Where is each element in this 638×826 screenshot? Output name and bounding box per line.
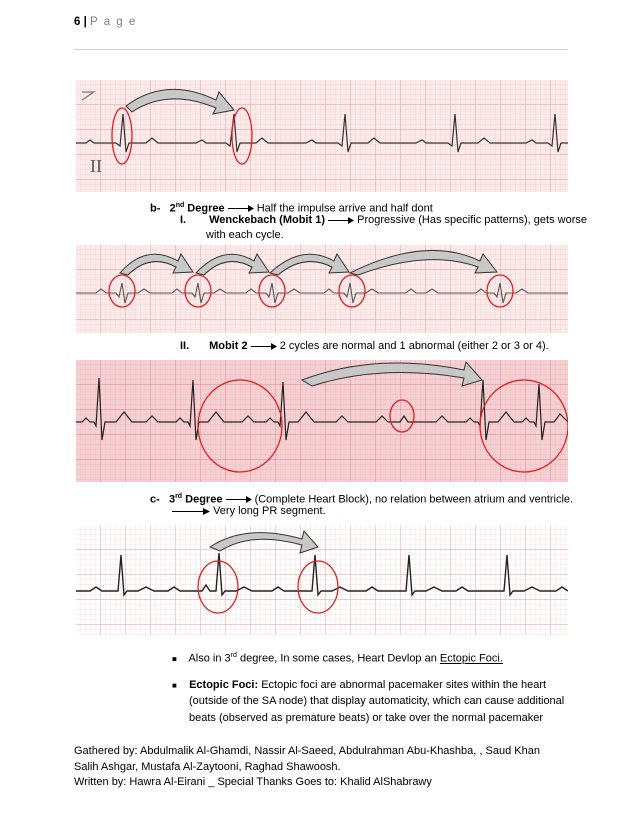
page-header: [74, 16, 137, 28]
bullet-square-icon: ■: [172, 654, 177, 664]
item-number: I.: [180, 214, 187, 226]
title-sup: rd: [175, 493, 183, 500]
bullet-item: [172, 677, 546, 695]
page-number: 6: [74, 16, 81, 28]
ectopic-foci-link: Ectopic Foci.: [439, 652, 503, 665]
arrow-right-icon: [328, 216, 354, 225]
header-separator: |: [83, 16, 87, 28]
footer-line: Salih Ashgar, Mustafa Al-Zaytooni, Raghad Shawoosh.: [74, 760, 341, 773]
item-1: [180, 213, 587, 228]
bullet-cont: (outside of the SA node) that display automaticity, which can cause additional: [189, 695, 565, 707]
section-desc: (Complete Heart Block), no relation between atrium and ventricle.: [254, 493, 574, 506]
item-title: Mobit 2: [209, 340, 248, 352]
item-desc: Progressive (Has specific patterns), gets worse: [357, 214, 587, 226]
ecg-strip-4: [76, 525, 568, 635]
item-desc: 2 cycles are normal and 1 abnormal (either 2 or 3 or 4).: [279, 340, 549, 352]
section-desc: Half the impulse arrive and half dont: [256, 202, 433, 215]
section-marker: b-: [150, 202, 161, 215]
ecg-strip-1: [76, 80, 568, 192]
bullet-title: Ectopic Foci:: [189, 679, 259, 691]
section-c-cont: [172, 504, 326, 519]
item-1-cont: with each cycle.: [206, 229, 284, 241]
lead-label: II: [90, 156, 102, 176]
title-sup: nd: [175, 202, 185, 209]
footer-line: Written by: Hawra Al-Eirani _ Special Thanks Goes to: Khalid AlShabrawy: [74, 776, 432, 788]
bullet-text: Ectopic foci are abnormal pacemaker sites within the heart: [258, 679, 547, 691]
section-desc-2: Very long PR segment.: [213, 505, 326, 517]
section-marker: c-: [150, 493, 160, 506]
item-2: [180, 339, 549, 354]
item-title: Wenckebach (Mobit 1): [209, 214, 325, 226]
section-title: 3: [168, 493, 176, 506]
arrow-right-icon: [228, 204, 254, 213]
arrow-right-icon: [172, 507, 210, 516]
arrow-right-icon: [226, 495, 252, 504]
section-title: 2: [169, 202, 176, 215]
bullet-cont: beats (observed as premature beats) or take over the normal pacemaker: [189, 712, 544, 724]
footer-line: Gathered by: Abdulmalik Al-Ghamdi, Nassir Al-Saeed, Abdulrahman Abu-Khashba, , Saud Khan: [74, 745, 540, 757]
bullet-sup: rd: [230, 652, 237, 659]
page-label: P a g e: [90, 16, 137, 28]
section-title-rest: Degree: [184, 202, 225, 215]
arrow-right-icon: [251, 342, 277, 351]
footer: [74, 744, 540, 791]
bullet-item: [172, 648, 503, 667]
ecg-strip-2: [76, 245, 568, 333]
bullet-text-mid: degree, In some cases, Heart Devlop an: [236, 652, 440, 665]
section-title-rest: Degree: [182, 493, 223, 506]
item-number: II.: [180, 340, 190, 352]
bullet-square-icon: ■: [172, 681, 177, 690]
header-divider: [74, 49, 568, 50]
bullet-text: Also in 3: [188, 652, 231, 665]
ecg-strip-3: [76, 360, 568, 482]
